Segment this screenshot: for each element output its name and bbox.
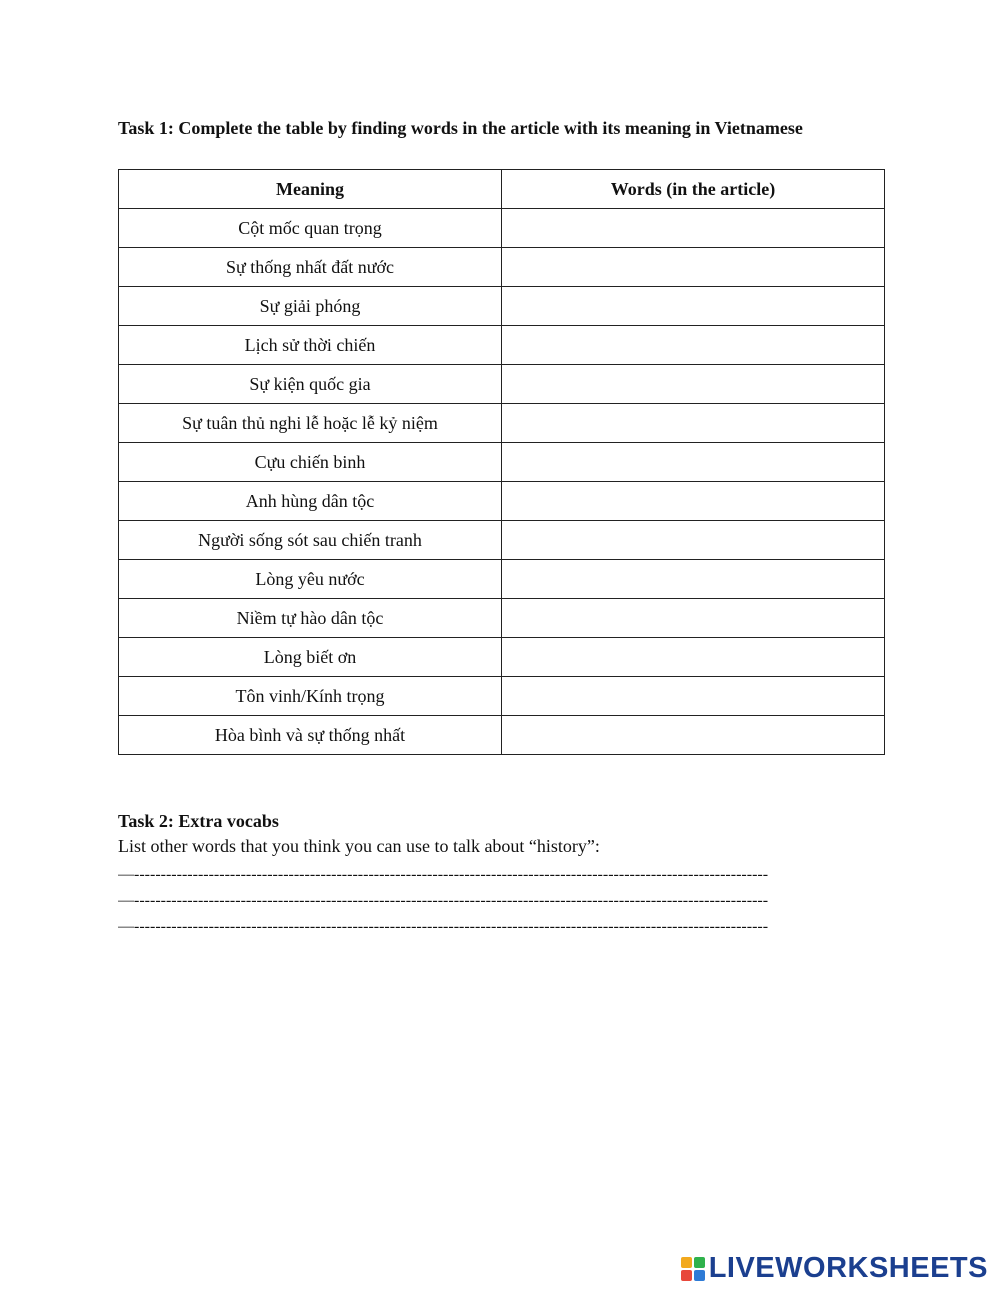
table-row xyxy=(119,287,885,326)
vocabulary-table xyxy=(118,169,885,755)
table-row xyxy=(119,638,885,677)
table-row xyxy=(119,677,885,716)
answer-line-2[interactable]: —----------------------------------------------------------------------------------------------------------------------- xyxy=(118,892,769,909)
table-row xyxy=(119,404,885,443)
meaning-cell: Niềm tự hào dân tộc xyxy=(119,599,502,638)
task2-title: Task 2: Extra vocabs xyxy=(118,811,279,831)
table-row xyxy=(119,521,885,560)
table-row xyxy=(119,326,885,365)
meaning-cell: Lòng yêu nước xyxy=(119,560,502,599)
answer-line-3[interactable]: —----------------------------------------------------------------------------------------------------------------------- xyxy=(118,918,769,935)
header-words: Words (in the article) xyxy=(502,170,885,209)
meaning-cell: Lịch sử thời chiến xyxy=(119,326,502,365)
answer-cell[interactable] xyxy=(502,209,885,248)
meaning-cell: Sự kiện quốc gia xyxy=(119,365,502,404)
answer-cell[interactable] xyxy=(502,482,885,521)
liveworksheets-logo xyxy=(681,1252,988,1285)
answer-cell[interactable] xyxy=(502,716,885,755)
logo-text: LIVEWORKSHEETS xyxy=(708,1252,988,1284)
table-row xyxy=(119,560,885,599)
answer-cell[interactable] xyxy=(502,560,885,599)
header-meaning: Meaning xyxy=(119,170,502,209)
table-header-row xyxy=(119,170,885,209)
answer-cell[interactable] xyxy=(502,365,885,404)
answer-cell[interactable] xyxy=(502,443,885,482)
answer-cell[interactable] xyxy=(502,287,885,326)
meaning-cell: Người sống sót sau chiến tranh xyxy=(119,521,502,560)
answer-cell[interactable] xyxy=(502,404,885,443)
table-row xyxy=(119,209,885,248)
meaning-cell: Hòa bình và sự thống nhất xyxy=(119,716,502,755)
answer-cell[interactable] xyxy=(502,638,885,677)
answer-line-1[interactable]: —----------------------------------------------------------------------------------------------------------------------- xyxy=(118,866,769,883)
table-row xyxy=(119,443,885,482)
meaning-cell: Sự thống nhất đất nước xyxy=(119,248,502,287)
answer-cell[interactable] xyxy=(502,521,885,560)
meaning-cell: Cựu chiến binh xyxy=(119,443,502,482)
logo-mark-icon xyxy=(681,1257,705,1281)
table-row xyxy=(119,248,885,287)
table-row xyxy=(119,365,885,404)
meaning-cell: Tôn vinh/Kính trọng xyxy=(119,677,502,716)
answer-cell[interactable] xyxy=(502,248,885,287)
table-row xyxy=(119,716,885,755)
table-row xyxy=(119,482,885,521)
meaning-cell: Anh hùng dân tộc xyxy=(119,482,502,521)
meaning-cell: Sự tuân thủ nghi lễ hoặc lễ kỷ niệm xyxy=(119,404,502,443)
task2-instruction: List other words that you think you can use to talk about “history”: xyxy=(118,836,600,856)
answer-cell[interactable] xyxy=(502,599,885,638)
table-row xyxy=(119,599,885,638)
meaning-cell: Sự giải phóng xyxy=(119,287,502,326)
answer-cell[interactable] xyxy=(502,677,885,716)
task1-title: Task 1: Complete the table by finding words in the article with its meaning in Vietnamese xyxy=(118,118,803,138)
answer-cell[interactable] xyxy=(502,326,885,365)
meaning-cell: Lòng biết ơn xyxy=(119,638,502,677)
meaning-cell: Cột mốc quan trọng xyxy=(119,209,502,248)
